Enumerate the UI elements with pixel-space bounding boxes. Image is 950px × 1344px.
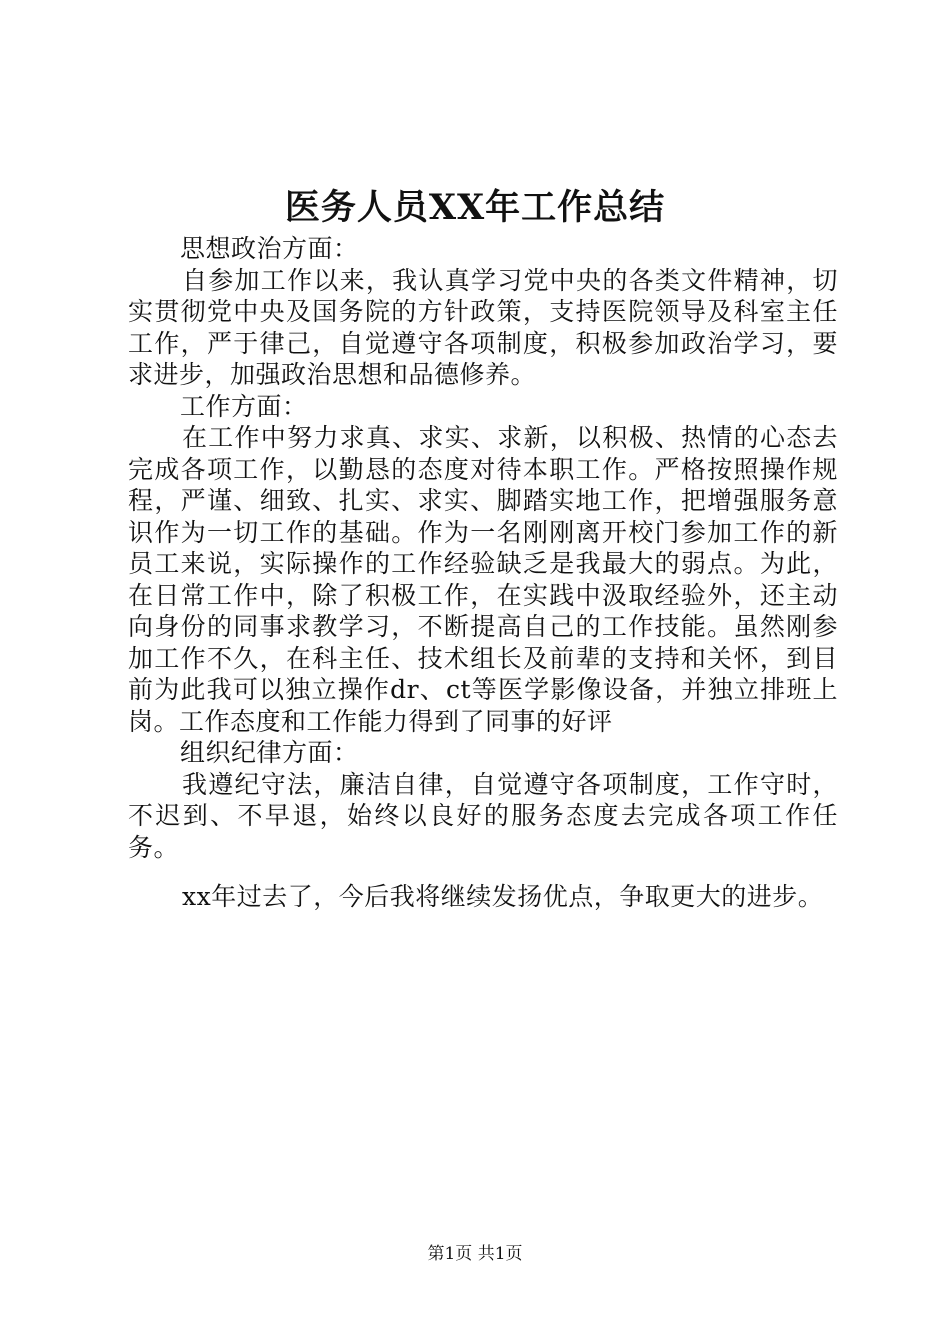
section-paragraph-politics: 自参加工作以来，我认真学习党中央的各类文件精神，切实贯彻党中央及国务院的方针政策，支持医院领导及科室主任工作，严于律己，自觉遵守各项制度，积极参加政治学习，要求进步，加强政治思想和品德修养。 bbox=[128, 265, 838, 389]
document-body bbox=[128, 233, 838, 913]
page-footer: 第1页 共1页 bbox=[427, 1244, 523, 1264]
section-heading-discipline: 组织纪律方面： bbox=[180, 738, 359, 767]
section-heading-politics: 思想政治方面： bbox=[180, 234, 359, 263]
section-paragraph-work: 在工作中努力求真、求实、求新，以积极、热情的心态去完成各项工作，以勤恳的态度对待本职工作。严格按照操作规程，严谨、细致、扎实、求实、脚踏实地工作，把增强服务意识作为一切工作的基础。作为一名刚刚离开校门参加工作的新员工来说，实际操作的工作经验缺乏是我最大的弱点。为此，在日常工作中，除了积极工作，在实践中汲取经验外，还主动向身份的同事求教学习，不断提高自己的工作技能。虽然刚参加工作不久，在科主任、技术组长及前辈的支持和关怀，到目前为此我可以独立操作dr、ct等医学影像设备，并独立排班上岗。工作态度和工作能力得到了同事的好评 bbox=[128, 423, 838, 736]
section-heading-work: 工作方面： bbox=[180, 391, 308, 421]
document-title: 医务人员XX年工作总结 bbox=[284, 187, 666, 228]
section-paragraph-discipline: 我遵纪守法，廉洁自律，自觉遵守各项制度，工作守时，不迟到、不早退，始终以良好的服务态度去完成各项工作任务。 bbox=[128, 769, 838, 862]
closing-paragraph: xx年过去了，今后我将继续发扬优点，争取更大的进步。 bbox=[182, 882, 824, 911]
